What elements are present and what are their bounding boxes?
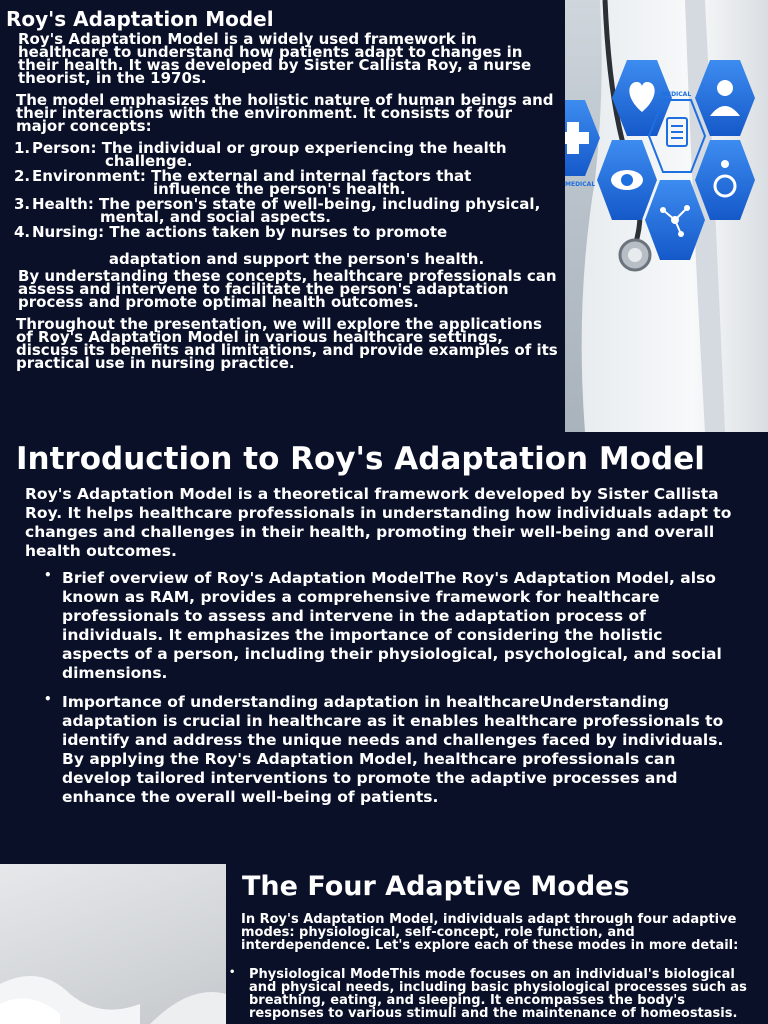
doctor-illustration [565,0,768,432]
list-item [14,195,561,226]
paragraph-intro: In Roy's Adaptation Model, individuals adapt through four adaptive modes: physiological, self-concept, role function, and interdependence. Let's explore each of these modes in more detail: [241,912,739,953]
bullet-list [44,569,734,817]
concept-text: Person: The individual or group experiencing the health [32,139,507,157]
paragraph-holistic: The model emphasizes the holistic nature of human beings and their interactions with the environment. It consists of four major concepts: [16,91,554,135]
slide-roys-adaptation-model [0,0,768,432]
abstract-photo [0,864,226,1024]
concept-text: Environment: The external and internal factors that [32,167,472,185]
slide-body [14,30,561,372]
paragraph-intro: Roy's Adaptation Model is a theoretical framework developed by Sister Callista Roy. It helps healthcare professionals in understanding how individuals adapt to changes and challenges in their health, promoting their well-being and overall health outcomes. [25,485,732,560]
slide-title: Roy's Adaptation Model [6,7,274,31]
bullet-text: Brief overview of Roy's Adaptation ModelThe Roy's Adaptation Model, also known as RAM, provides a comprehensive framework for healthcare professionals to assess and intervene in the adaptation process of individuals. It emphasizes the importance of considering the holistic aspects of a person, including their physiological, psychological, and social dimensions. [62,569,722,682]
cross-icon [565,100,600,176]
slide-title: Introduction to Roy's Adaptation Model [16,441,705,477]
paragraph-throughout: Throughout the presentation, we will explore the applications of Roy's Adaptation Model in various healthcare settings, discuss its benefits and limitations, and provide examples of its practical use in nursing practice. [16,315,558,372]
bullet-text: Importance of understanding adaptation in healthcareUnderstanding adaptation is crucial in healthcare as it enables healthcare professionals to identify and address the unique needs and challenges faced by individuals. By applying the Roy's Adaptation Model, healthcare professionals can develop tailored interventions to promote the adaptive processes and enhance the overall well-being of patients. [62,693,724,806]
slide-title: The Four Adaptive Modes [242,871,630,902]
concept-text: Health: The person's state of well-being, including physical, [32,195,541,213]
medical-label: MEDICAL [565,181,596,188]
list-item [14,139,561,170]
concepts-list [14,139,561,268]
list-item [14,167,561,198]
list-number: 4. [14,223,31,241]
concept-text-cont: mental, and social aspects. [100,208,331,226]
concept-text-cont: challenge. [105,152,193,170]
bullet-list [229,968,764,1020]
slide-four-adaptive-modes [0,864,768,1024]
bullet-text: Physiological ModeThis mode focuses on an individual's biological and physical needs, including basic physiological processes such as breathing, eating, and sleeping. It encompasses the body's responses to various stimuli and the maintenance of homeostasis. [249,967,747,1021]
bullet-icon: • [229,967,236,978]
paragraph-overview: Roy's Adaptation Model is a widely used framework in healthcare to understand how patients adapt to changes in their health. It was developed by Sister Callista Roy, a nurse theorist, in the 1970s. [18,30,532,87]
list-item [229,968,764,1020]
doctor-medical-icons-photo [565,0,768,432]
bullet-icon: • [44,692,52,706]
list-item [44,693,734,807]
bullet-icon: • [44,568,52,582]
list-item [14,223,561,268]
slide-introduction [0,432,768,864]
list-number: 3. [14,195,31,213]
paragraph-understanding: By understanding these concepts, healthcare professionals can assess and intervene to facilitate the person's adaptation process and promote optimal health outcomes. [18,267,557,311]
concept-text: Nursing: The actions taken by nurses to promote [32,223,448,241]
concept-text-cont: influence the person's health. [153,180,406,198]
medical-label: MEDICAL [661,91,692,98]
list-number: 1. [14,139,31,157]
list-number: 2. [14,167,31,185]
list-item [44,569,734,683]
concept-text-cont: adaptation and support the person's health. [108,250,485,268]
slide-photo [0,864,226,1024]
